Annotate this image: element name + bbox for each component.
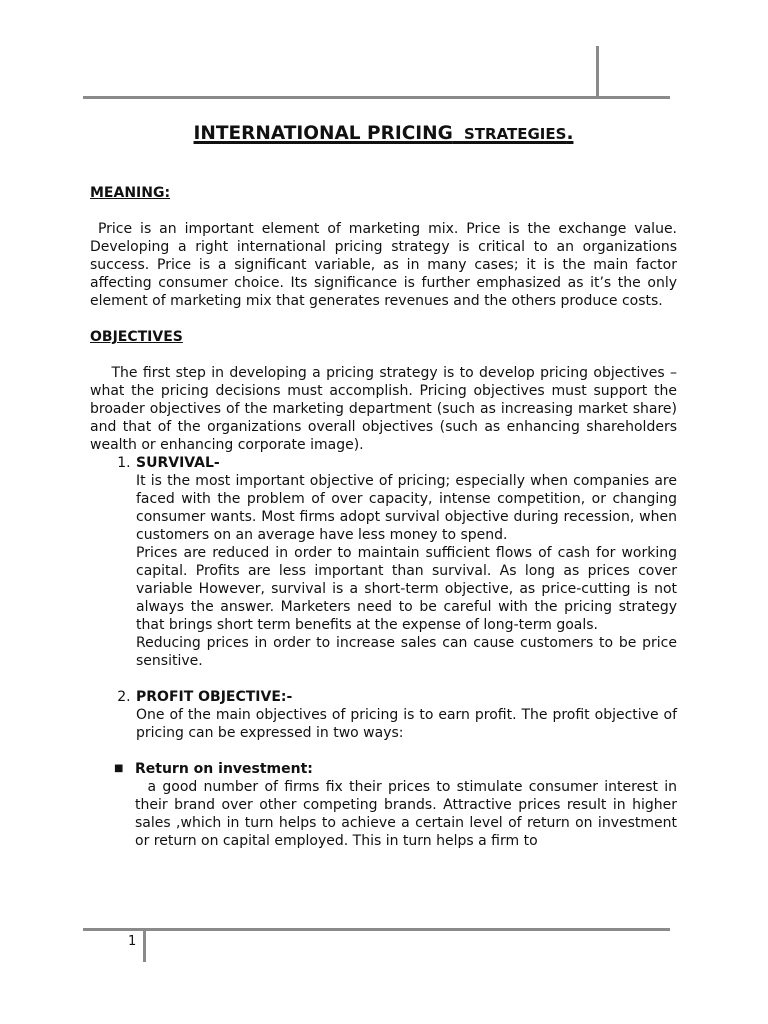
list-item — [114, 760, 682, 850]
document-title — [90, 116, 677, 146]
objective-title: 1. SURVIVAL- — [136, 455, 220, 471]
meaning-heading: MEANING: — [90, 185, 171, 201]
objective-paragraph: Reducing prices in order to increase sales can cause customers to be price sensitive. — [136, 635, 677, 669]
footer-corner-mark — [143, 930, 146, 962]
footer-rule — [83, 928, 670, 931]
objective-paragraph: One of the main objectives of pricing is to earn profit. The profit objective of pricing can be expressed in two ways: — [136, 707, 677, 741]
bullet-paragraph: a good number of firms fix their prices to stimulate consumer interest in their brand over other competing brands. Attractive prices result in higher sales ,which in turn helps to achieve a certain level of return on investment or return on capital employed. This in turn helps a firm to — [135, 779, 682, 849]
objective-item-profit — [135, 688, 677, 742]
objective-paragraph: Prices are reduced in order to maintain sufficient flows of cash for working capital. Profits are less important than survival. As long as prices cover variable However, survival is a short-term objective, as price-cutting is not always the answer. Marketers need to be careful with the pricing strategy that brings short term benefits at the expense of long-term goals. — [136, 545, 677, 633]
square-bullet-icon: ■ — [114, 763, 124, 774]
objectives-heading: OBJECTIVES — [90, 329, 183, 345]
header-rule — [83, 96, 670, 99]
objectives-intro: The first step in developing a pricing strategy is to develop pricing objectives – what the pricing decisions must accomplish. Pricing objectives must support the broader objectives of the marketing department (such as increasing market share) and that of the organizations overall objectives (such as enhancing shareholders wealth or enhancing corporate image). — [90, 365, 682, 453]
meaning-paragraph: Price is an important element of marketing mix. Price is the exchange value. Developing a right international pricing strategy is critical to an organizations success. Price is a significant variable, as in many cases; it is the main factor affecting consumer choice. Its significance is further emphasized as it’s the only element of marketing mix that generates revenues and the others produce costs. — [90, 221, 682, 309]
title-tail: STRATEGIES — [463, 125, 567, 143]
title-main: INTERNATIONAL PRICING — [193, 123, 453, 144]
profit-ways-list — [90, 760, 682, 850]
document-body — [90, 116, 682, 850]
bullet-title: Return on investment: — [135, 761, 313, 777]
objectives-list — [90, 454, 677, 742]
objective-paragraph: It is the most important objective of pricing; especially when companies are faced with the problem of over capacity, intense competition, or changing consumer wants. Most firms adopt survival objective during recession, when customers on an average have less money to spend. — [136, 473, 677, 543]
header-corner-mark — [596, 46, 599, 98]
objective-title: 2. PROFIT OBJECTIVE:- — [136, 689, 293, 705]
objective-item-survival — [135, 454, 677, 688]
page-number: 1 — [128, 934, 137, 949]
title-punct: . — [566, 123, 574, 144]
